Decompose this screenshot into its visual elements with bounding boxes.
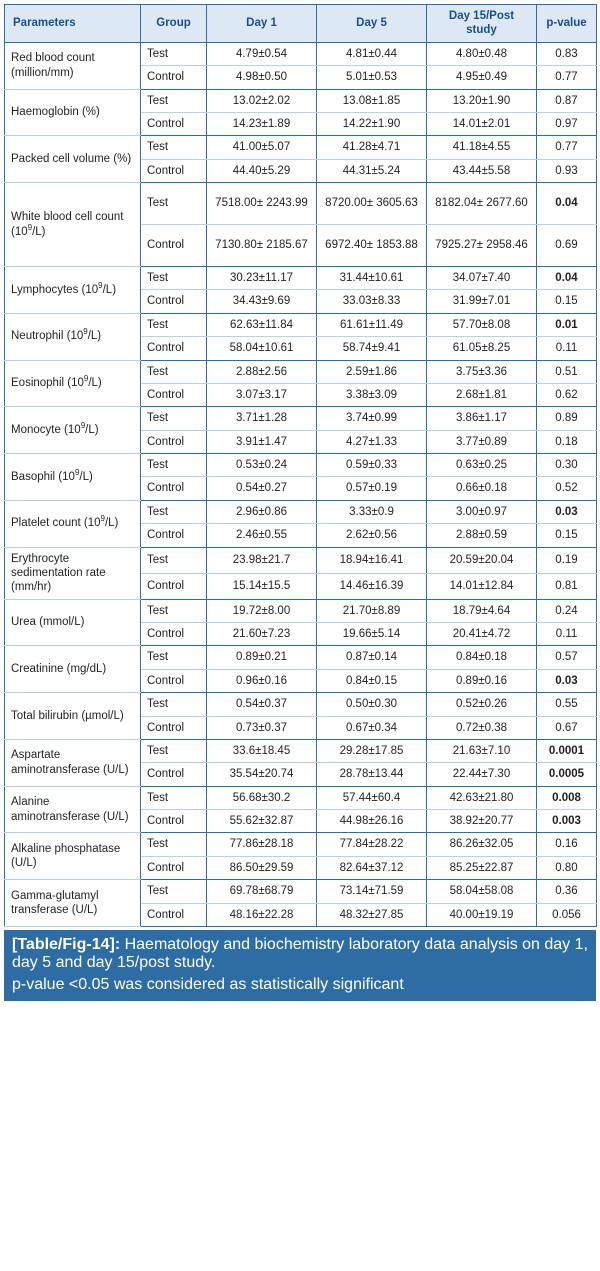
cell-day5: 82.64±37.12 [317, 856, 427, 879]
caption-text: Haematology and biochemistry laboratory data analysis on day 1, day 5 and day 15/post study. [12, 935, 588, 971]
table-row [5, 599, 597, 622]
cell-day15: 18.79±4.64 [427, 599, 537, 622]
cell-day5: 0.50±0.30 [317, 693, 427, 716]
caption-main [4, 930, 596, 974]
cell-group: Test [141, 267, 207, 290]
cell-day5: 58.74±9.41 [317, 337, 427, 360]
cell-day15: 0.66±0.18 [427, 477, 537, 500]
column-header-day15: Day 15/Post study [427, 5, 537, 43]
cell-group: Test [141, 880, 207, 903]
cell-day5: 61.61±11.49 [317, 313, 427, 336]
cell-day5: 0.84±0.15 [317, 669, 427, 692]
cell-day1: 3.71±1.28 [207, 407, 317, 430]
table-row [5, 880, 597, 903]
cell-pvalue: 0.51 [537, 360, 597, 383]
cell-group: Control [141, 716, 207, 739]
cell-pvalue: 0.80 [537, 856, 597, 879]
cell-day5: 77.84±28.22 [317, 833, 427, 856]
cell-pvalue: 0.04 [537, 183, 597, 225]
cell-day15: 8182.04± 2677.60 [427, 183, 537, 225]
cell-day1: 2.96±0.86 [207, 500, 317, 523]
cell-day1: 55.62±32.87 [207, 810, 317, 833]
cell-day5: 57.44±60.4 [317, 786, 427, 809]
table-row [5, 547, 597, 573]
cell-pvalue: 0.0005 [537, 763, 597, 786]
cell-day15: 7925.27± 2958.46 [427, 225, 537, 267]
table-row [5, 786, 597, 809]
cell-day1: 13.02±2.02 [207, 89, 317, 112]
cell-pvalue: 0.11 [537, 623, 597, 646]
cell-day5: 48.32±27.85 [317, 903, 427, 926]
cell-pvalue: 0.36 [537, 880, 597, 903]
cell-day15: 4.80±0.48 [427, 42, 537, 65]
cell-day15: 13.20±1.90 [427, 89, 537, 112]
cell-parameter: Total bilirubin (µmol/L) [5, 693, 141, 740]
cell-day15: 2.68±1.81 [427, 383, 537, 406]
cell-day15: 4.95±0.49 [427, 66, 537, 89]
cell-group: Test [141, 547, 207, 573]
cell-pvalue: 0.62 [537, 383, 597, 406]
cell-group: Control [141, 225, 207, 267]
cell-parameter: Lymphocytes $(10^9/L)$ [5, 267, 141, 314]
table-header-row [5, 5, 597, 43]
table-row [5, 89, 597, 112]
cell-parameter: White blood cell count $(10^9/L)$ [5, 183, 141, 267]
table-row [5, 693, 597, 716]
table-row [5, 500, 597, 523]
table-row [5, 313, 597, 336]
cell-group: Test [141, 313, 207, 336]
table-row [5, 360, 597, 383]
cell-pvalue: 0.77 [537, 66, 597, 89]
cell-day1: 58.04±10.61 [207, 337, 317, 360]
cell-day1: 35.54±20.74 [207, 763, 317, 786]
cell-day15: 31.99±7.01 [427, 290, 537, 313]
cell-day1: 77.86±28.18 [207, 833, 317, 856]
column-header-parameters: Parameters [5, 5, 141, 43]
cell-group: Control [141, 524, 207, 547]
table-row [5, 407, 597, 430]
cell-day15: 3.77±0.89 [427, 430, 537, 453]
cell-day15: 34.07±7.40 [427, 267, 537, 290]
cell-day5: 44.98±26.16 [317, 810, 427, 833]
cell-parameter: Basophil $(10^9/L)$ [5, 454, 141, 501]
cell-pvalue: 0.19 [537, 547, 597, 573]
cell-day5: 0.57±0.19 [317, 477, 427, 500]
cell-day1: 34.43±9.69 [207, 290, 317, 313]
table-row [5, 739, 597, 762]
cell-day5: 0.59±0.33 [317, 454, 427, 477]
cell-day15: 0.84±0.18 [427, 646, 537, 669]
cell-pvalue: 0.18 [537, 430, 597, 453]
cell-day1: 7130.80± 2185.67 [207, 225, 317, 267]
cell-parameter: Aspartate aminotransferase (U/L) [5, 739, 141, 786]
cell-day15: 57.70±8.08 [427, 313, 537, 336]
cell-parameter: Monocyte $(10^9/L)$ [5, 407, 141, 454]
cell-day5: 2.62±0.56 [317, 524, 427, 547]
cell-day15: 85.25±22.87 [427, 856, 537, 879]
cell-day1: 4.79±0.54 [207, 42, 317, 65]
caption-note: p-value <0.05 was considered as statistically significant [12, 975, 404, 993]
cell-day1: 0.54±0.27 [207, 477, 317, 500]
cell-day5: 3.33±0.9 [317, 500, 427, 523]
cell-group: Control [141, 66, 207, 89]
cell-day15: 41.18±4.55 [427, 136, 537, 159]
cell-group: Control [141, 159, 207, 182]
cell-group: Control [141, 623, 207, 646]
cell-group: Control [141, 573, 207, 599]
cell-pvalue: 0.87 [537, 89, 597, 112]
cell-day5: 8720.00± 3605.63 [317, 183, 427, 225]
cell-day5: 3.74±0.99 [317, 407, 427, 430]
cell-parameter: Alanine aminotransferase (U/L) [5, 786, 141, 833]
cell-group: Test [141, 786, 207, 809]
cell-day1: 30.23±11.17 [207, 267, 317, 290]
cell-day15: 3.86±1.17 [427, 407, 537, 430]
cell-day1: 69.78±68.79 [207, 880, 317, 903]
cell-day5: 73.14±71.59 [317, 880, 427, 903]
cell-day5: 6972.40± 1853.88 [317, 225, 427, 267]
cell-pvalue: 0.01 [537, 313, 597, 336]
cell-day5: 2.59±1.86 [317, 360, 427, 383]
cell-day15: 20.59±20.04 [427, 547, 537, 573]
cell-day15: 58.04±58.08 [427, 880, 537, 903]
cell-group: Control [141, 290, 207, 313]
cell-day1: 0.54±0.37 [207, 693, 317, 716]
cell-pvalue: 0.24 [537, 599, 597, 622]
cell-pvalue: 0.003 [537, 810, 597, 833]
cell-day15: 38.92±20.77 [427, 810, 537, 833]
cell-group: Control [141, 669, 207, 692]
cell-day1: 23.98±21.7 [207, 547, 317, 573]
table-row [5, 646, 597, 669]
cell-day1: 86.50±29.59 [207, 856, 317, 879]
cell-parameter: Haemoglobin (%) [5, 89, 141, 136]
cell-day1: 2.88±2.56 [207, 360, 317, 383]
cell-pvalue: 0.03 [537, 500, 597, 523]
cell-pvalue: 0.0001 [537, 739, 597, 762]
cell-parameter: Neutrophil $(10^9/L)$ [5, 313, 141, 360]
table-body [5, 42, 597, 926]
cell-day5: 28.78±13.44 [317, 763, 427, 786]
cell-day15: 61.05±8.25 [427, 337, 537, 360]
cell-pvalue: 0.97 [537, 112, 597, 135]
cell-day1: 0.89±0.21 [207, 646, 317, 669]
column-header-group: Group [141, 5, 207, 43]
cell-day1: 21.60±7.23 [207, 623, 317, 646]
cell-group: Control [141, 112, 207, 135]
table-row [5, 267, 597, 290]
cell-pvalue: 0.008 [537, 786, 597, 809]
cell-day15: 2.88±0.59 [427, 524, 537, 547]
cell-day1: 56.68±30.2 [207, 786, 317, 809]
cell-pvalue: 0.52 [537, 477, 597, 500]
cell-pvalue: 0.11 [537, 337, 597, 360]
cell-group: Test [141, 833, 207, 856]
cell-day1: 48.16±22.28 [207, 903, 317, 926]
cell-day15: 20.41±4.72 [427, 623, 537, 646]
cell-day5: 33.03±8.33 [317, 290, 427, 313]
cell-day15: 42.63±21.80 [427, 786, 537, 809]
cell-group: Control [141, 763, 207, 786]
cell-pvalue: 0.16 [537, 833, 597, 856]
cell-day1: 0.53±0.24 [207, 454, 317, 477]
cell-day5: 13.08±1.85 [317, 89, 427, 112]
cell-pvalue: 0.55 [537, 693, 597, 716]
cell-day1: 0.73±0.37 [207, 716, 317, 739]
cell-group: Test [141, 360, 207, 383]
cell-pvalue: 0.30 [537, 454, 597, 477]
cell-group: Test [141, 646, 207, 669]
cell-group: Test [141, 183, 207, 225]
cell-group: Test [141, 407, 207, 430]
cell-day15: 14.01±2.01 [427, 112, 537, 135]
cell-day1: 4.98±0.50 [207, 66, 317, 89]
cell-day5: 19.66±5.14 [317, 623, 427, 646]
cell-pvalue: 0.67 [537, 716, 597, 739]
table-row [5, 833, 597, 856]
cell-group: Test [141, 693, 207, 716]
cell-group: Control [141, 856, 207, 879]
cell-group: Test [141, 136, 207, 159]
cell-day15: 43.44±5.58 [427, 159, 537, 182]
cell-parameter: Eosinophil $(10^9/L)$ [5, 360, 141, 407]
cell-parameter: Platelet count $(10^9/L)$ [5, 500, 141, 547]
cell-day5: 31.44±10.61 [317, 267, 427, 290]
cell-day15: 22.44±7.30 [427, 763, 537, 786]
table-row [5, 183, 597, 225]
cell-day1: 44.40±5.29 [207, 159, 317, 182]
cell-day1: 3.91±1.47 [207, 430, 317, 453]
cell-group: Control [141, 337, 207, 360]
cell-day5: 4.81±0.44 [317, 42, 427, 65]
cell-parameter: Alkaline phosphatase (U/L) [5, 833, 141, 880]
cell-pvalue: 0.93 [537, 159, 597, 182]
cell-day5: 29.28±17.85 [317, 739, 427, 762]
cell-day1: 33.6±18.45 [207, 739, 317, 762]
cell-group: Control [141, 430, 207, 453]
cell-pvalue: 0.056 [537, 903, 597, 926]
cell-group: Test [141, 599, 207, 622]
cell-day15: 14.01±12.84 [427, 573, 537, 599]
cell-day5: 0.67±0.34 [317, 716, 427, 739]
cell-parameter: Urea (mmol/L) [5, 599, 141, 646]
cell-group: Control [141, 477, 207, 500]
table-header [5, 5, 597, 43]
cell-day5: 3.38±3.09 [317, 383, 427, 406]
cell-pvalue: 0.81 [537, 573, 597, 599]
cell-day15: 3.75±3.36 [427, 360, 537, 383]
cell-day15: 0.89±0.16 [427, 669, 537, 692]
cell-day15: 21.63±7.10 [427, 739, 537, 762]
cell-parameter: Creatinine (mg/dL) [5, 646, 141, 693]
cell-pvalue: 0.15 [537, 524, 597, 547]
cell-pvalue: 0.83 [537, 42, 597, 65]
caption-label: [Table/Fig-14]: [12, 935, 121, 953]
column-header-day5: Day 5 [317, 5, 427, 43]
table-row [5, 42, 597, 65]
table-caption [4, 930, 596, 1001]
cell-parameter: Erythrocyte sedimentation rate (mm/hr) [5, 547, 141, 599]
cell-day5: 14.46±16.39 [317, 573, 427, 599]
cell-day5: 4.27±1.33 [317, 430, 427, 453]
cell-day15: 0.63±0.25 [427, 454, 537, 477]
cell-day1: 62.63±11.84 [207, 313, 317, 336]
cell-day5: 5.01±0.53 [317, 66, 427, 89]
cell-parameter: Packed cell volume (%) [5, 136, 141, 183]
cell-day5: 44.31±5.24 [317, 159, 427, 182]
cell-day5: 41.28±4.71 [317, 136, 427, 159]
cell-group: Test [141, 42, 207, 65]
cell-day1: 7518.00± 2243.99 [207, 183, 317, 225]
cell-day1: 14.23±1.89 [207, 112, 317, 135]
cell-pvalue: 0.77 [537, 136, 597, 159]
cell-day15: 86.26±32.05 [427, 833, 537, 856]
cell-day5: 14.22±1.90 [317, 112, 427, 135]
cell-day5: 0.87±0.14 [317, 646, 427, 669]
cell-day5: 21.70±8.89 [317, 599, 427, 622]
cell-pvalue: 0.69 [537, 225, 597, 267]
cell-day1: 41.00±5.07 [207, 136, 317, 159]
cell-parameter: Gamma-glutamyl transferase (U/L) [5, 880, 141, 927]
cell-parameter: Red blood count (million/mm) [5, 42, 141, 89]
cell-day15: 0.52±0.26 [427, 693, 537, 716]
cell-group: Test [141, 739, 207, 762]
cell-pvalue: 0.89 [537, 407, 597, 430]
lab-results-table [4, 4, 597, 927]
column-header-day1: Day 1 [207, 5, 317, 43]
cell-pvalue: 0.04 [537, 267, 597, 290]
cell-group: Test [141, 500, 207, 523]
cell-group: Test [141, 454, 207, 477]
cell-group: Control [141, 810, 207, 833]
cell-pvalue: 0.15 [537, 290, 597, 313]
cell-day1: 2.46±0.55 [207, 524, 317, 547]
cell-group: Control [141, 903, 207, 926]
cell-group: Test [141, 89, 207, 112]
table-row [5, 454, 597, 477]
cell-group: Control [141, 383, 207, 406]
cell-day1: 3.07±3.17 [207, 383, 317, 406]
cell-day1: 0.96±0.16 [207, 669, 317, 692]
table-row [5, 136, 597, 159]
cell-day5: 18.94±16.41 [317, 547, 427, 573]
cell-pvalue: 0.57 [537, 646, 597, 669]
cell-day15: 0.72±0.38 [427, 716, 537, 739]
cell-day1: 19.72±8.00 [207, 599, 317, 622]
cell-day1: 15.14±15.5 [207, 573, 317, 599]
cell-day15: 40.00±19.19 [427, 903, 537, 926]
cell-pvalue: 0.03 [537, 669, 597, 692]
cell-day15: 3.00±0.97 [427, 500, 537, 523]
column-header-pvalue: p-value [537, 5, 597, 43]
